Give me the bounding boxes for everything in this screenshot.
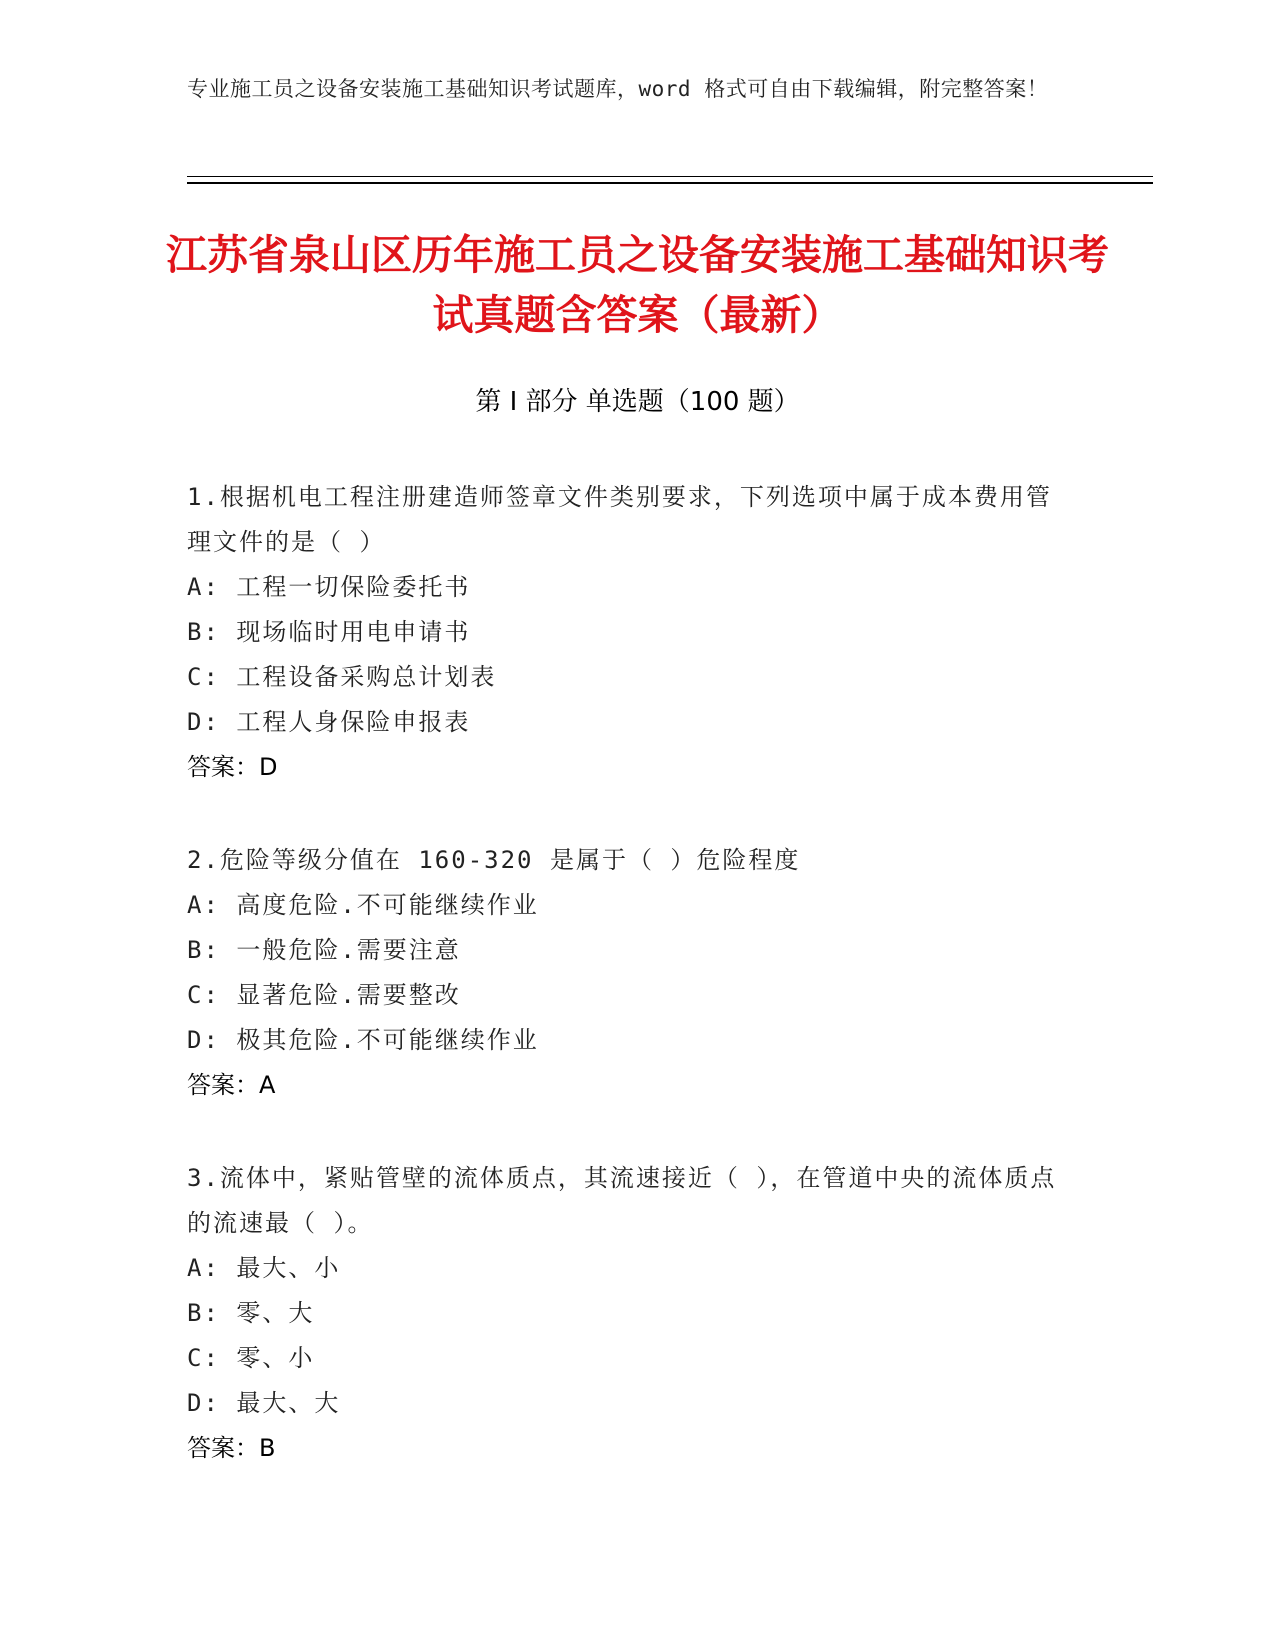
question-stem: 3.流体中，紧贴管壁的流体质点，其流速接近（ ），在管道中央的流体质点的流速最（ ）。 bbox=[187, 1164, 1057, 1237]
option-c: C: 工程设备采购总计划表 bbox=[187, 663, 497, 691]
question-list bbox=[187, 475, 1077, 1471]
question-stem: 1.根据机电工程注册建造师签章文件类别要求，下列选项中属于成本费用管理文件的是（ ） bbox=[187, 483, 1052, 556]
option-d: D: 极其危险.不可能继续作业 bbox=[187, 1026, 539, 1054]
header-note: 专业施工员之设备安装施工基础知识考试题库，word 格式可自由下载编辑，附完整答案！ bbox=[187, 77, 1049, 101]
option-c: C: 显著危险.需要整改 bbox=[187, 981, 461, 1009]
answer: 答案：A bbox=[187, 1071, 276, 1099]
option-c: C: 零、小 bbox=[187, 1344, 315, 1372]
option-d: D: 最大、大 bbox=[187, 1389, 341, 1417]
question-2 bbox=[187, 838, 1077, 1108]
option-a: A: 高度危险.不可能继续作业 bbox=[187, 891, 539, 919]
option-b: B: 零、大 bbox=[187, 1299, 315, 1327]
section-title: 第 I 部分 单选题（100 题） bbox=[475, 387, 800, 417]
option-a: A: 工程一切保险委托书 bbox=[187, 573, 471, 601]
option-a: A: 最大、小 bbox=[187, 1254, 341, 1282]
answer: 答案：D bbox=[187, 753, 278, 781]
header-divider-thin bbox=[187, 176, 1153, 177]
document-title: 江苏省泉山区历年施工员之设备安装施工基础知识考试真题含答案（最新） bbox=[166, 231, 1109, 339]
question-1 bbox=[187, 475, 1077, 790]
question-3 bbox=[187, 1156, 1077, 1471]
question-stem: 2.危险等级分值在 160-320 是属于（ ）危险程度 bbox=[187, 846, 801, 874]
option-d: D: 工程人身保险申报表 bbox=[187, 708, 471, 736]
header-divider-thick bbox=[187, 182, 1153, 184]
option-b: B: 现场临时用电申请书 bbox=[187, 618, 471, 646]
answer: 答案：B bbox=[187, 1434, 276, 1462]
option-b: B: 一般危险.需要注意 bbox=[187, 936, 461, 964]
